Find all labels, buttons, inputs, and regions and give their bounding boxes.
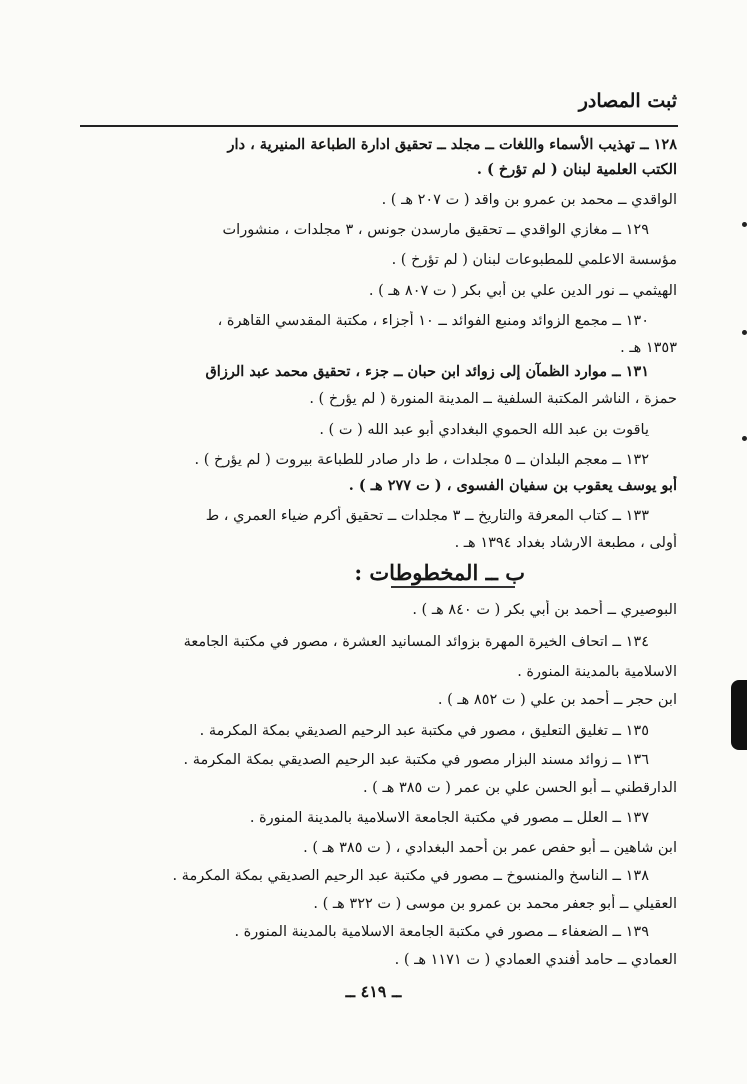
author-line: البوصيري ــ أحمد بن أبي بكر ( ت ٨٤٠ هـ ) .: [412, 602, 677, 618]
entry-line: ١٢٨ ــ تهذيب الأسماء واللغات ــ مجلد ــ تحقيق ادارة الطباعة المنيرية ، دار: [227, 136, 677, 153]
running-header: ثبت المصادر: [578, 90, 677, 112]
header-rule: [80, 125, 678, 127]
entry-line: الاسلامية بالمدينة المنورة .: [517, 664, 677, 680]
scan-speck: [742, 330, 747, 335]
entry-line: ١٣٥٣ هـ .: [620, 340, 677, 356]
section-heading: ب ــ المخطوطات :: [354, 560, 525, 585]
author-line: الواقدي ــ محمد بن عمرو بن واقد ( ت ٢٠٧ هـ ) .: [381, 192, 677, 208]
entry-line: ١٣١ ــ موارد الظمآن إلى زوائد ابن حبان ــ جزء ، تحقيق محمد عبد الرزاق: [205, 363, 649, 380]
author-line: ابن شاهين ــ أبو حفص عمر بن أحمد البغدادي ، ( ت ٣٨٥ هـ ) .: [303, 840, 677, 856]
entry-line: ١٣٢ ــ معجم البلدان ــ ٥ مجلدات ، ط دار صادر للطباعة بيروت ( لم يؤرخ ) .: [194, 452, 649, 468]
author-line: ياقوت بن عبد الله الحموي البغدادي أبو عبد الله ( ت ) .: [319, 422, 649, 438]
scan-edge-mark: [731, 680, 747, 750]
entry-line: ١٣٠ ــ مجمع الزوائد ومنبع الفوائد ــ ١٠ أجزاء ، مكتبة المقدسي القاهرة ،: [217, 313, 649, 329]
author-line: أبو يوسف يعقوب بن سفيان الفسوى ، ( ت ٢٧٧ هـ ) .: [348, 477, 677, 494]
section-underline: [391, 586, 515, 588]
author-line: العمادي ــ حامد أفندي العمادي ( ت ١١٧١ هـ ) .: [394, 952, 677, 968]
entry-line: ١٣٧ ــ العلل ــ مصور في مكتبة الجامعة الاسلامية بالمدينة المنورة .: [249, 810, 649, 826]
entry-line: مؤسسة الاعلمي للمطبوعات لبنان ( لم تؤرخ ) .: [391, 252, 677, 268]
author-line: الدارقطني ــ أبو الحسن علي بن عمر ( ت ٣٨٥ هـ ) .: [362, 780, 677, 796]
entry-line: ١٣٤ ــ اتحاف الخيرة المهرة بزوائد المسانيد العشرة ، مصور في مكتبة الجامعة: [183, 634, 649, 650]
entry-line: أولى ، مطبعة الارشاد بغداد ١٣٩٤ هـ .: [454, 535, 677, 551]
entry-line: ١٢٩ ــ مغازي الواقدي ــ تحقيق مارسدن جونس ، ٣ مجلدات ، منشورات: [222, 222, 649, 238]
scan-speck: [742, 436, 747, 441]
page-number: ــ ٤١٩ ــ: [345, 982, 402, 1001]
author-line: ابن حجر ــ أحمد بن علي ( ت ٨٥٢ هـ ) .: [437, 692, 677, 708]
entry-line: ١٣٥ ــ تغليق التعليق ، مصور في مكتبة عبد الرحيم الصديقي بمكة المكرمة .: [199, 723, 649, 739]
entry-line: ١٣٦ ــ زوائد مسند البزار مصور في مكتبة عبد الرحيم الصديقي بمكة المكرمة .: [183, 752, 649, 768]
entry-line: ١٣٩ ــ الضعفاء ــ مصور في مكتبة الجامعة الاسلامية بالمدينة المنورة .: [234, 924, 649, 940]
entry-line: حمزة ، الناشر المكتبة السلفية ــ المدينة المنورة ( لم يؤرخ ) .: [309, 391, 677, 407]
entry-line: ١٣٣ ــ كتاب المعرفة والتاريخ ــ ٣ مجلدات ــ تحقيق أكرم ضياء العمري ، ط: [205, 508, 649, 524]
author-line: الهيثمي ــ نور الدين علي بن أبي بكر ( ت ٨٠٧ هـ ) .: [368, 283, 677, 299]
author-line: العقيلي ــ أبو جعفر محمد بن عمرو بن موسى ( ت ٣٢٢ هـ ) .: [313, 896, 677, 912]
scan-speck: [742, 222, 747, 227]
entry-line: الكتب العلمية لبنان ( لم تؤرخ ) .: [476, 161, 677, 178]
entry-line: ١٣٨ ــ الناسخ والمنسوخ ــ مصور في مكتبة عبد الرحيم الصديقي بمكة المكرمة .: [172, 868, 649, 884]
